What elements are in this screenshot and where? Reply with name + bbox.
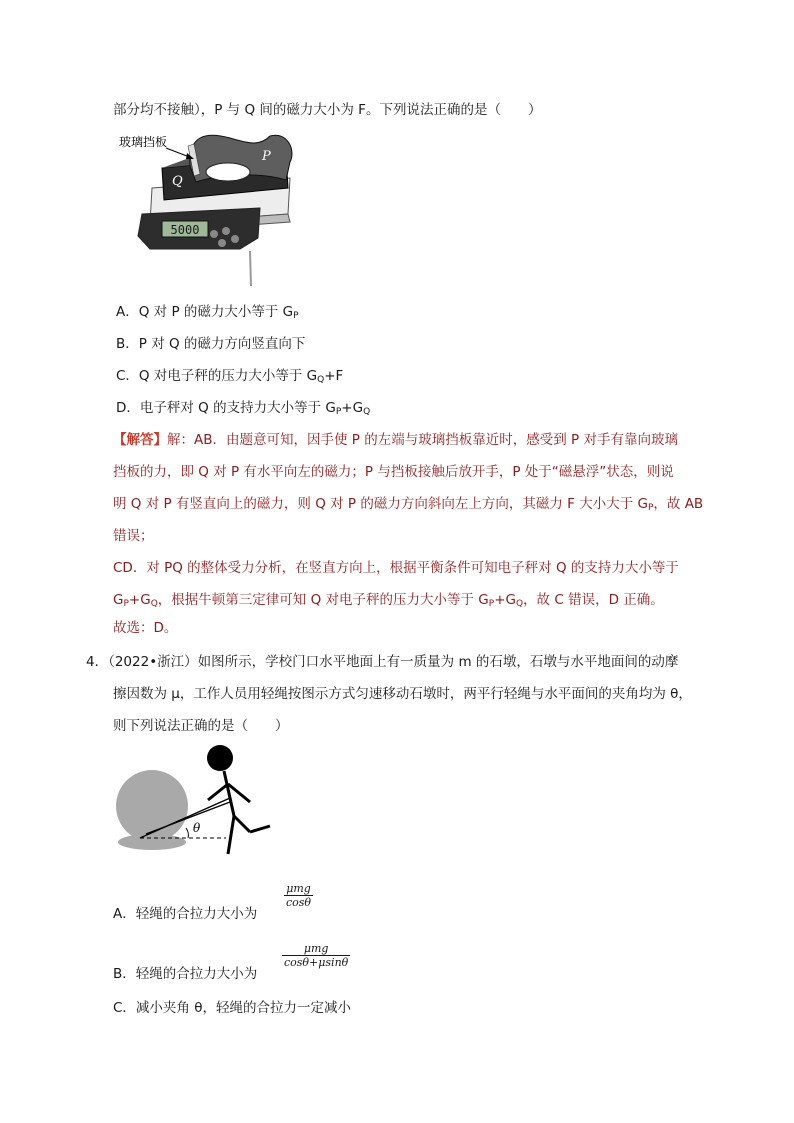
q3-answer-line-5: CD．对 PQ 的整体受力分析，在竖直方向上，根据平衡条件可知电子秤对 Q 的支持力大小等于: [113, 560, 679, 576]
scale-figure: [110, 126, 310, 296]
q4-option-a-fraction: μmg cosθ: [286, 882, 312, 909]
q4-option-c: C．减小夹角 θ，轻绳的合拉力一定减小: [113, 1000, 351, 1016]
q3-answer-line-7: 故选：D。: [113, 620, 178, 636]
glass-plate-label: 玻璃挡板: [119, 135, 168, 149]
stone-pull-figure: [110, 742, 290, 860]
q3-answer-line-2: 挡板的力，即 Q 对 P 有水平向左的磁力；P 与挡板接触后放开手，P 处于“磁悬浮”状态，则说: [113, 464, 674, 480]
magnet-p-label: P: [262, 149, 271, 164]
q3-option-b: B．P 对 Q 的磁力方向竖直向下: [116, 336, 306, 352]
q3-answer-line-3: 明 Q 对 P 有竖直向上的磁力，则 Q 对 P 的磁力方向斜向左上方向，其磁力 F 大小大于 $G_P$，故 AB: [113, 496, 704, 513]
magnet-q-label: Q: [172, 174, 183, 189]
q3-answer-line-1: 【解答】解：AB．由题意可知，因手使 P 的左端与玻璃挡板靠近时，感受到 P 对手有靠向玻璃: [113, 432, 678, 448]
q3-stem-tail: 部分均不接触），P 与 Q 间的磁力大小为 F。下列说法正确的是（ ）: [113, 102, 542, 118]
q4-option-b-fraction: μmg cosθ+μsinθ: [284, 942, 349, 969]
q3-option-a: A．Q 对 P 的磁力大小等于 $G_P$: [116, 304, 299, 321]
q3-option-d: D．电子秤对 Q 的支持力大小等于 $G_P+G_Q$: [116, 400, 371, 417]
q3-answer-line-6: $G_P+G_Q$，根据牛顿第三定律可知 Q 对电子秤的压力大小等于 $G_P+G_Q$，故 C 错误，D 正确。: [113, 592, 664, 609]
q4-stem-line-3: 则下列说法正确的是（ ）: [113, 718, 289, 734]
q4-option-b: B．轻绳的合拉力大小为: [113, 966, 258, 982]
q3-answer-line-4: 错误；: [113, 528, 154, 544]
angle-theta-label: θ: [193, 821, 201, 835]
q4-option-a: A．轻绳的合拉力大小为: [113, 906, 258, 922]
scale-display-value: 5000: [170, 223, 200, 237]
q4-stem-line-1: 4．（2022•浙江）如图所示，学校门口水平地面上有一质量为 m 的石墩，石墩与水平地面间的动摩: [86, 654, 679, 670]
q4-stem-line-2: 擦因数为 μ，工作人员用轻绳按图示方式匀速移动石墩时，两平行轻绳与水平面间的夹角均为 θ，: [113, 686, 692, 702]
q3-option-c: C．Q 对电子秤的压力大小等于 $G_Q+F$: [116, 368, 344, 385]
